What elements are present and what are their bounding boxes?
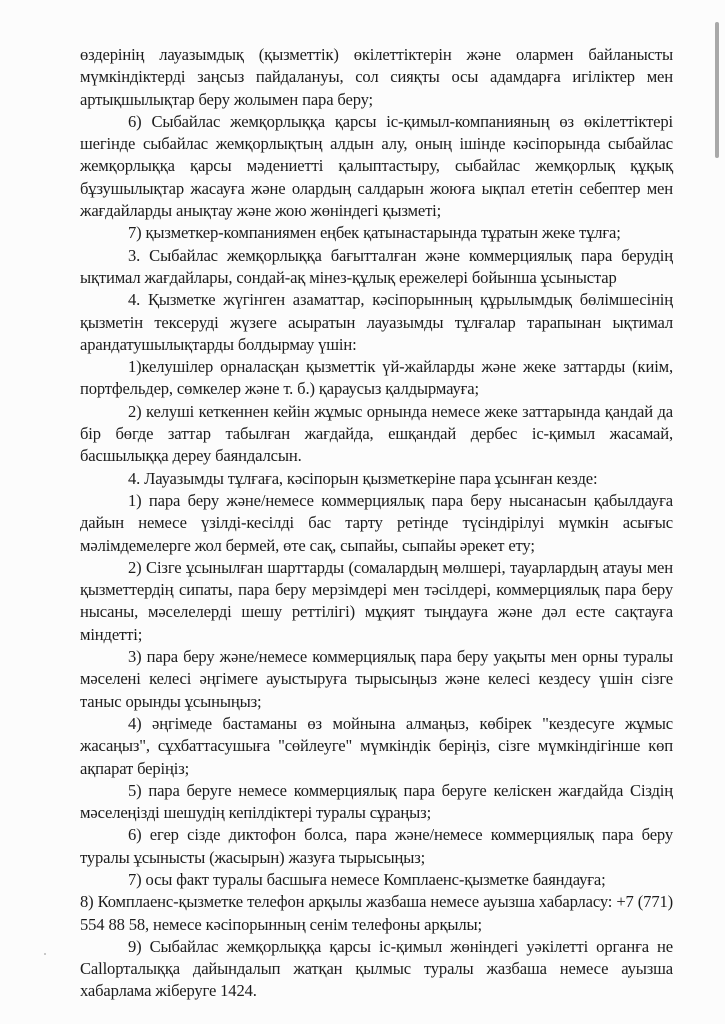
paragraph-item-4-let-talk: 4) әңгімеде бастаманы өз мойнына алмаңыз, көбірек "кездесуге жұмыс жасаңыз", сұхбаттасушыға "сөйлеуге" мүмкіндік беріңіз, сізге мүмкіндігінше көп ақпарат беріңіз; xyxy=(80,713,673,778)
vertical-scrollbar[interactable] xyxy=(715,22,719,158)
section-3-heading: 3. Сыбайлас жемқорлыққа бағытталған және коммерциялық пара берудің ықтимал жағдайлары, сондай-ақ мінез-құлық ережелері бойынша ұсыныстар xyxy=(80,245,673,287)
paragraph-item-9-authority: 9) Сыбайлас жемқорлыққа қарсы іс-қимыл жөніндегі уәкілетті органға не Callорталыққа дайындалып жатқан қылмыс туралы жазбаша немесе ауызша хабарлама жіберуге 1424. xyxy=(80,936,673,1001)
paragraph-item-3-postpone: 3) пара беру және/немесе коммерциялық пара беру уақыты мен орны туралы мәселені келесі әңгімеге ауыстыруға тырысыңыз және келесі кездесу үшін сізге таныс орынды ұсыныңыз; xyxy=(80,647,673,711)
paragraph-item-2-foreign-objects: 2) келуші кеткеннен кейін жұмыс орнында немесе жеке заттарында қандай да бір бөгде заттар табылған жағдайда, ешқандай дербес іс-қимыл жасамай, басшылыққа дереу баяндалсын. xyxy=(80,401,673,466)
paragraph-continuation: өздерінің лауазымдық (қызметтік) өкілеттіктерін және олармен байланысты мүмкіндіктерді заңсыз пайдалануы, сол сияқты осы адамдарға игіліктер мен артықшылықтар беру жолымен пара беру; xyxy=(80,45,673,109)
paragraph-item-7-employee: 7) қызметкер-компаниямен еңбек қатынастарында тұратын жеке тұлға; xyxy=(128,223,621,243)
paragraph-item-7-report: 7) осы факт туралы басшыға немесе Комплаенс-қызметке баяндауға; xyxy=(128,869,606,889)
paragraph-item-1-careful-behavior: 1) пара беру және/немесе коммерциялық пара беру нысанасын қабылдауға дайын немесе үзілді-кесілді бас тарту ретінде түсіндірілуі мүмкін асығыс мәлімдемелерге жол бермей, өте сақ, сыпайы, сыпайы әрекет ету; xyxy=(80,490,673,555)
paragraph-item-6-anticorruption-activity: 6) Сыбайлас жемқорлыққа қарсы іс-қимыл-компанияның өз өкілеттіктері шегінде сыбайлас жемқорлықтың алдын алу, оның ішінде кәсіпорында сыбайлас жемқорлыққа қарсы мәдениетті қалыптастыру, сыбайлас жемқорлық құқық бұзушылықтар жасауға және олардың салдарын жоюға ықпал ететін себептер мен жағдайларды анықтау және жою жөніндегі қызметі; xyxy=(80,111,673,221)
section-4-bribe-offered: 4. Лауазымды тұлғаға, кәсіпорын қызметкеріне пара ұсынған кезде: xyxy=(128,468,598,488)
document-body xyxy=(80,44,673,1003)
paragraph-item-8-compliance-phone: 8) Комплаенс-қызметке телефон арқылы жазбаша немесе ауызша хабарласу: +7 (771) 554 88 58, немесе кәсіпорынның сенім телефоны арқылы; xyxy=(80,892,673,934)
paragraph-item-5-guarantees: 5) пара беруге немесе коммерциялық пара беруге келіскен жағдайда Сіздің мәселеңізді шешудің кепілдіктері туралы сұраңыз; xyxy=(80,780,673,823)
paragraph-item-6-recorder: 6) егер сізде диктофон болса, пара және/немесе коммерциялық пара беру туралы ұсынысты (жасырын) жазуға тырысыңыз; xyxy=(80,825,673,867)
paragraph-item-2-listen-conditions: 2) Сізге ұсынылған шарттарды (сомалардың мөлшері, тауарлардың атауы мен қызметтердің сипаты, пара беру мерзімдері мен тәсілдері, коммерциялық пара беру нысаны, мәселелерді шешу реттілігі) мұқият тыңдауға және дәл есте сақтауға міндетті; xyxy=(80,557,673,644)
scan-speck xyxy=(44,953,46,955)
paragraph-item-1-belongings: 1)келушілер орналасқан қызметтік үй-жайларды және жеке заттарды (киім, портфельдер, сөмкелер және т. б.) қараусыз қалдырмауға; xyxy=(80,357,673,399)
section-4-provocations: 4. Қызметке жүгінген азаматтар, кәсіпорынның құрылымдық бөлімшесінің қызметін тексеруді жүзеге асыратын лауазымды тұлғалар тарапынан ықтимал арандатушылықтарды болдырмау үшін: xyxy=(80,290,673,354)
